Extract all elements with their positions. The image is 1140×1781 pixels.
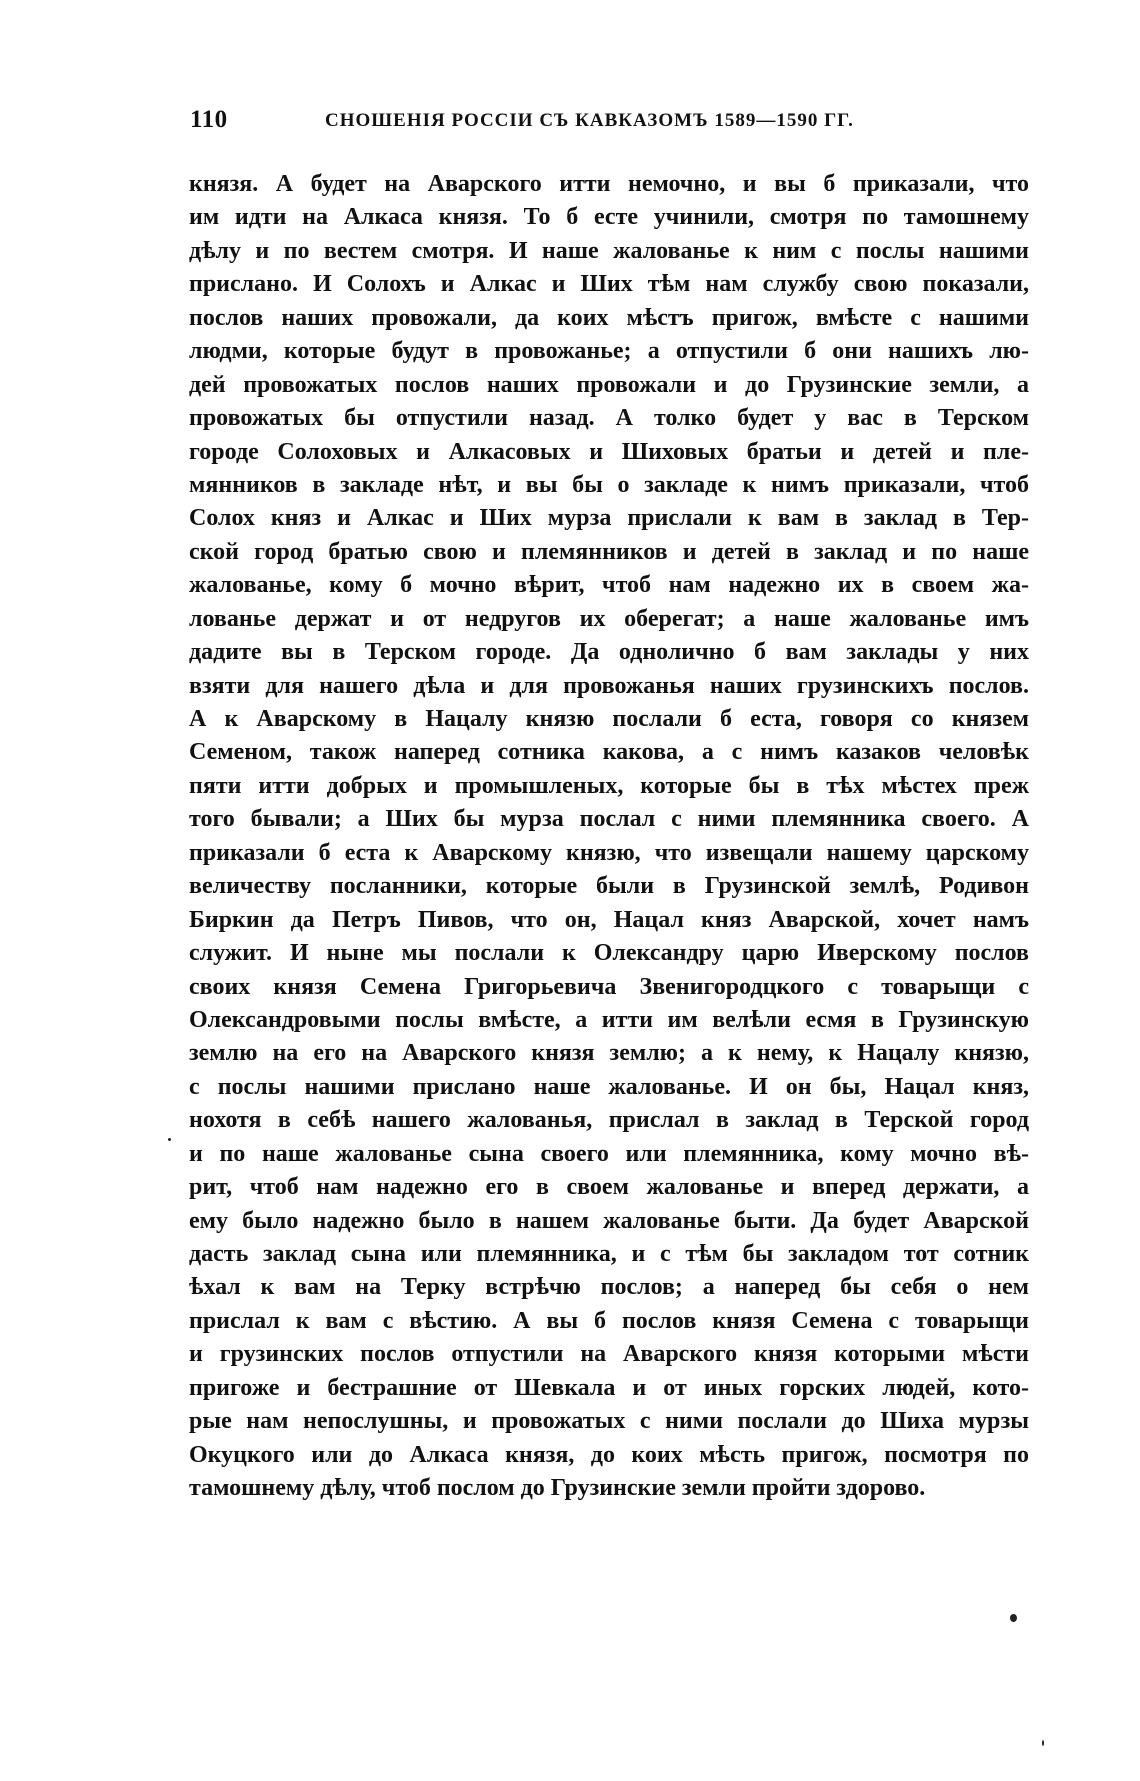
text-line: нохотя в себѣ нашего жалованья, прислал в заклад в Терской город (189, 1107, 1029, 1134)
text-line: мянников в закладе нѣт, и вы бы о закладе к нимъ приказали, чтоб (189, 471, 1029, 498)
text-line: того бывали; а Ших бы мурза послал с ними племянника своего. А (189, 806, 1029, 833)
page-header (190, 106, 890, 146)
text-line: дадите вы в Терском городе. Да однолично б вам заклады у них (189, 639, 1029, 666)
text-line: с послы нашими прислано наше жалованье. И он бы, Нацал княз, (189, 1073, 1029, 1100)
text-line: рые нам непослушны, и провожатых с ними послали до Шиха мурзы (189, 1408, 1029, 1435)
text-line: Олександровыми послы вмѣсте, а итти им велѣли есмя в Грузинскую (189, 1006, 1029, 1033)
text-line: прислано. И Солохъ и Алкас и Ших тѣм нам службу свою показали, (189, 271, 1029, 298)
text-line: величеству посланники, которые были в Грузинской землѣ, Родивон (189, 873, 1029, 900)
text-line: прислал к вам с вѣстию. А вы б послов князя Семена с товарыщи (189, 1307, 1029, 1334)
text-line: лованье держат и от недругов их оберегат; а наше жалованье имъ (189, 605, 1029, 632)
running-title: СНОШЕНІЯ РОССІИ СЪ КАВКАЗОМЪ 1589—1590 ГГ. (325, 110, 854, 131)
text-line: пригоже и бестрашние от Шевкала и от иных горских людей, кото- (189, 1374, 1029, 1401)
text-line: им идти на Алкаса князя. То б есте учинили, смотря по тамошнему (189, 204, 1029, 231)
main-text (189, 168, 1029, 1506)
text-line: дасть заклад сына или племянника, и с тѣм бы закладом тот сотник (189, 1241, 1029, 1267)
scan-speck (168, 1138, 171, 1141)
text-line: Солох княз и Алкас и Ших мурза прислали к вам в заклад в Тер- (189, 505, 1029, 532)
text-line: послов наших провожали, да коих мѣстъ пригож, вмѣсте с нашими (189, 304, 1029, 331)
text-line: своих князя Семена Григорьевича Звенигородцкого с товарыщи с (189, 973, 1029, 1000)
page-number: 110 (190, 106, 228, 133)
text-line: взяти для нашего дѣла и для провожанья наших грузинскихъ послов. (189, 672, 1029, 699)
text-line: Семеном, також наперед сотника какова, а с нимъ казаков человѣк (189, 739, 1029, 766)
text-line: Окуцкого или до Алкаса князя, до коих мѣсть пригож, посмотря по (189, 1441, 1029, 1468)
scan-speck (1010, 1614, 1017, 1622)
text-line: пяти итти добрых и промышленых, которые бы в тѣх мѣстех преж (189, 772, 1029, 799)
text-line: городе Солоховых и Алкасовых и Шиховых братьи и детей и пле- (189, 438, 1029, 465)
text-line: Биркин да Петръ Пивов, что он, Нацал княз Аварской, хочет намъ (189, 906, 1029, 933)
text-line: ему было надежно было в нашем жалованье быти. Да будет Аварской (189, 1207, 1029, 1234)
text-line: жалованье, кому б мочно вѣрит, чтоб нам надежно их в своем жа- (189, 572, 1029, 599)
text-line: дей провожатых послов наших провожали и до Грузинские земли, а (189, 371, 1029, 398)
text-line: служит. И ныне мы послали к Олександру царю Иверскому послов (189, 940, 1029, 967)
text-line: А к Аварскому в Нацалу князю послали б еста, говоря со князем (189, 706, 1029, 732)
text-line: землю на его на Аварского князя землю; а к нему, к Нацалу князю, (189, 1040, 1029, 1067)
text-line: и по наше жалованье сына своего или племянника, кому мочно вѣ- (189, 1140, 1029, 1167)
text-line: ѣхал к вам на Терку встрѣчю послов; а наперед бы себя о нем (189, 1274, 1029, 1301)
text-line: рит, чтоб нам надежно его в своем жалованье и вперед держати, а (189, 1174, 1029, 1201)
text-line: и грузинских послов отпустили на Аварского князя которыми мѣсти (189, 1341, 1029, 1368)
text-line: дѣлу и по вестем смотря. И наше жалованье к ним с послы нашими (189, 237, 1029, 264)
text-line: тамошнему дѣлу, чтоб послом до Грузинские земли пройти здорово. (189, 1475, 926, 1502)
scan-speck (1042, 1740, 1044, 1746)
text-line: князя. А будет на Аварского итти немочно, и вы б приказали, что (189, 171, 1029, 197)
text-line: ской город братью свою и племянников и детей в заклад и по наше (189, 538, 1029, 565)
text-line: провожатых бы отпустили назад. А толко будет у вас в Терском (189, 405, 1029, 432)
text-line: людми, которые будут в провожанье; а отпустили б они нашихъ лю- (189, 338, 1029, 365)
text-line: приказали б еста к Аварскому князю, что извещали нашему царскому (189, 839, 1029, 866)
